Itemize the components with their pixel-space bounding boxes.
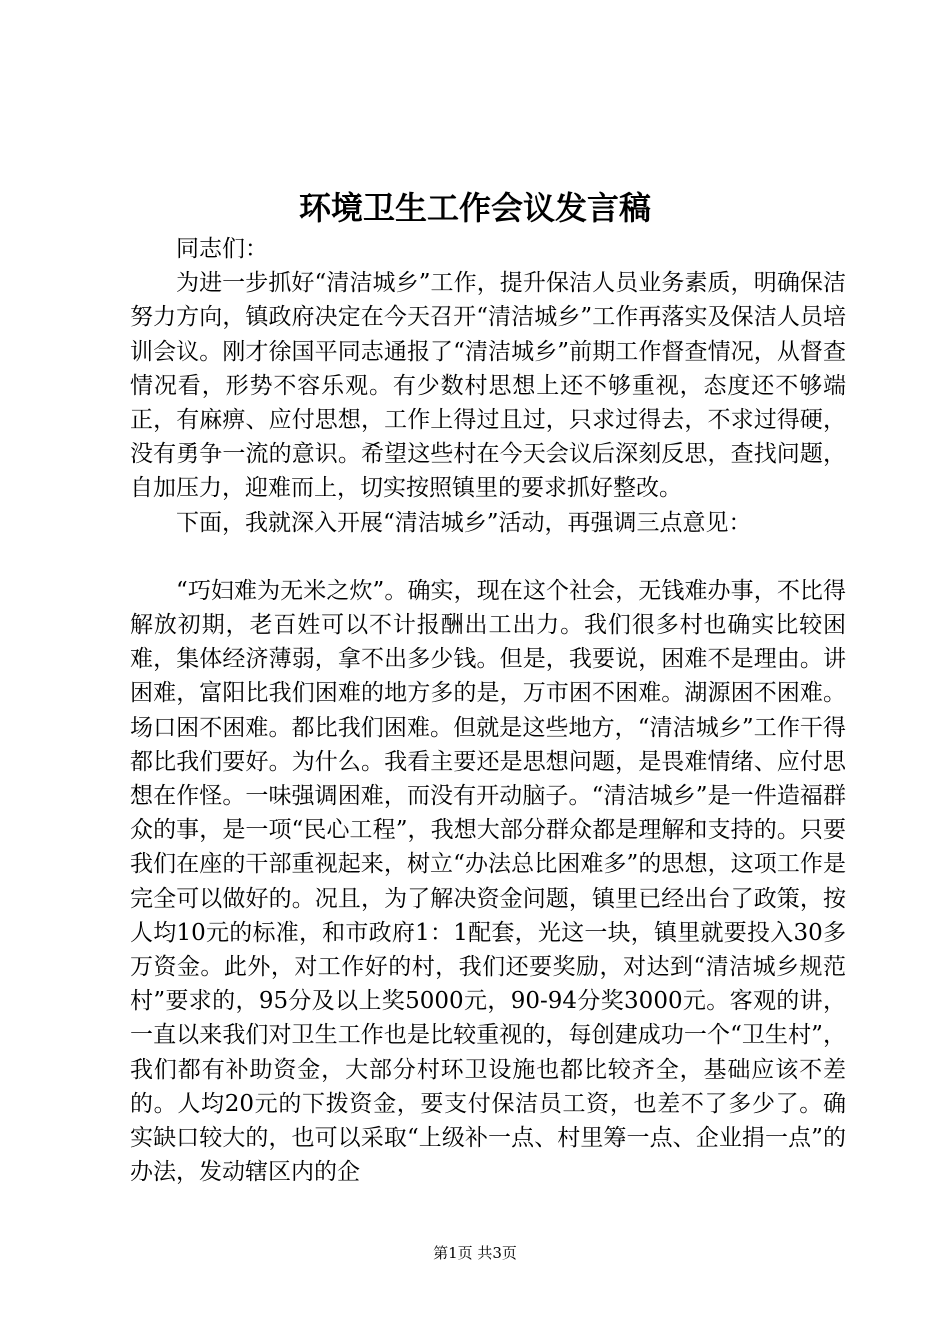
- salutation: 同志们：: [176, 236, 268, 262]
- page-footer: 第1页 共3页: [433, 1244, 517, 1262]
- paragraph-funding: “巧妇难为无米之炊”。确实，现在这个社会，无钱难办事，不比得解放初期，老百姓可以不计报酬出工出力。我们很多村也确实比较困难，集体经济薄弱，拿不出多少钱。但是，我要说，困难不是理由。讲困难，富阳比我们困难的地方多的是，万市困不困难。湖源困不困难。场口困不困难。都比我们困难。但就是这些地方，“清洁城乡”工作干得都比我们要好。为什么。我看主要还是思想问题，是畏难情绪、应付思想在作怪。一味强调困难，而没有开动脑子。“清洁城乡”是一件造福群众的事，是一项“民心工程”，我想大部分群众都是理解和支持的。只要我们在座的干部重视起来，树立“办法总比困难多”的思想，这项工作是完全可以做好的。况且，为了解决资金问题，镇里已经出台了政策，按人均10元的标准，和市政府1：1配套，光这一块，镇里就要投入30多万资金。此外，对工作好的村，我们还要奖励，对达到“清洁城乡规范村”要求的，95分及以上奖5000元，90-94分奖3000元。客观的讲，一直以来我们对卫生工作也是比较重视的，每创建成功一个“卫生村”，我们都有补助资金，大部分村环卫设施也都比较齐全，基础应该不差的。人均20元的下拨资金，要支付保洁员工资，也差不了多少了。确实缺口较大的，也可以采取“上级补一点、村里筹一点、企业捐一点”的办法，发动辖区内的企: [130, 577, 846, 1186]
- paragraph-intro: 为进一步抓好“清洁城乡”工作，提升保洁人员业务素质，明确保洁努力方向，镇政府决定在今天召开“清洁城乡”工作再落实及保洁人员培训会议。刚才徐国平同志通报了“清洁城乡”前期工作督查情况，从督查情况看，形势不容乐观。有少数村思想上还不够重视，态度还不够端正，有麻痹、应付思想，工作上得过且过，只求过得去，不求过得硬，没有勇争一流的意识。希望这些村在今天会议后深刻反思，查找问题，自加压力，迎难而上，切实按照镇里的要求抓好整改。: [130, 270, 846, 502]
- paragraph-transition: 下面，我就深入开展“清洁城乡”活动，再强调三点意见：: [176, 509, 752, 536]
- document-body: [130, 232, 846, 1189]
- document-title: 环境卫生工作会议发言稿: [298, 189, 651, 227]
